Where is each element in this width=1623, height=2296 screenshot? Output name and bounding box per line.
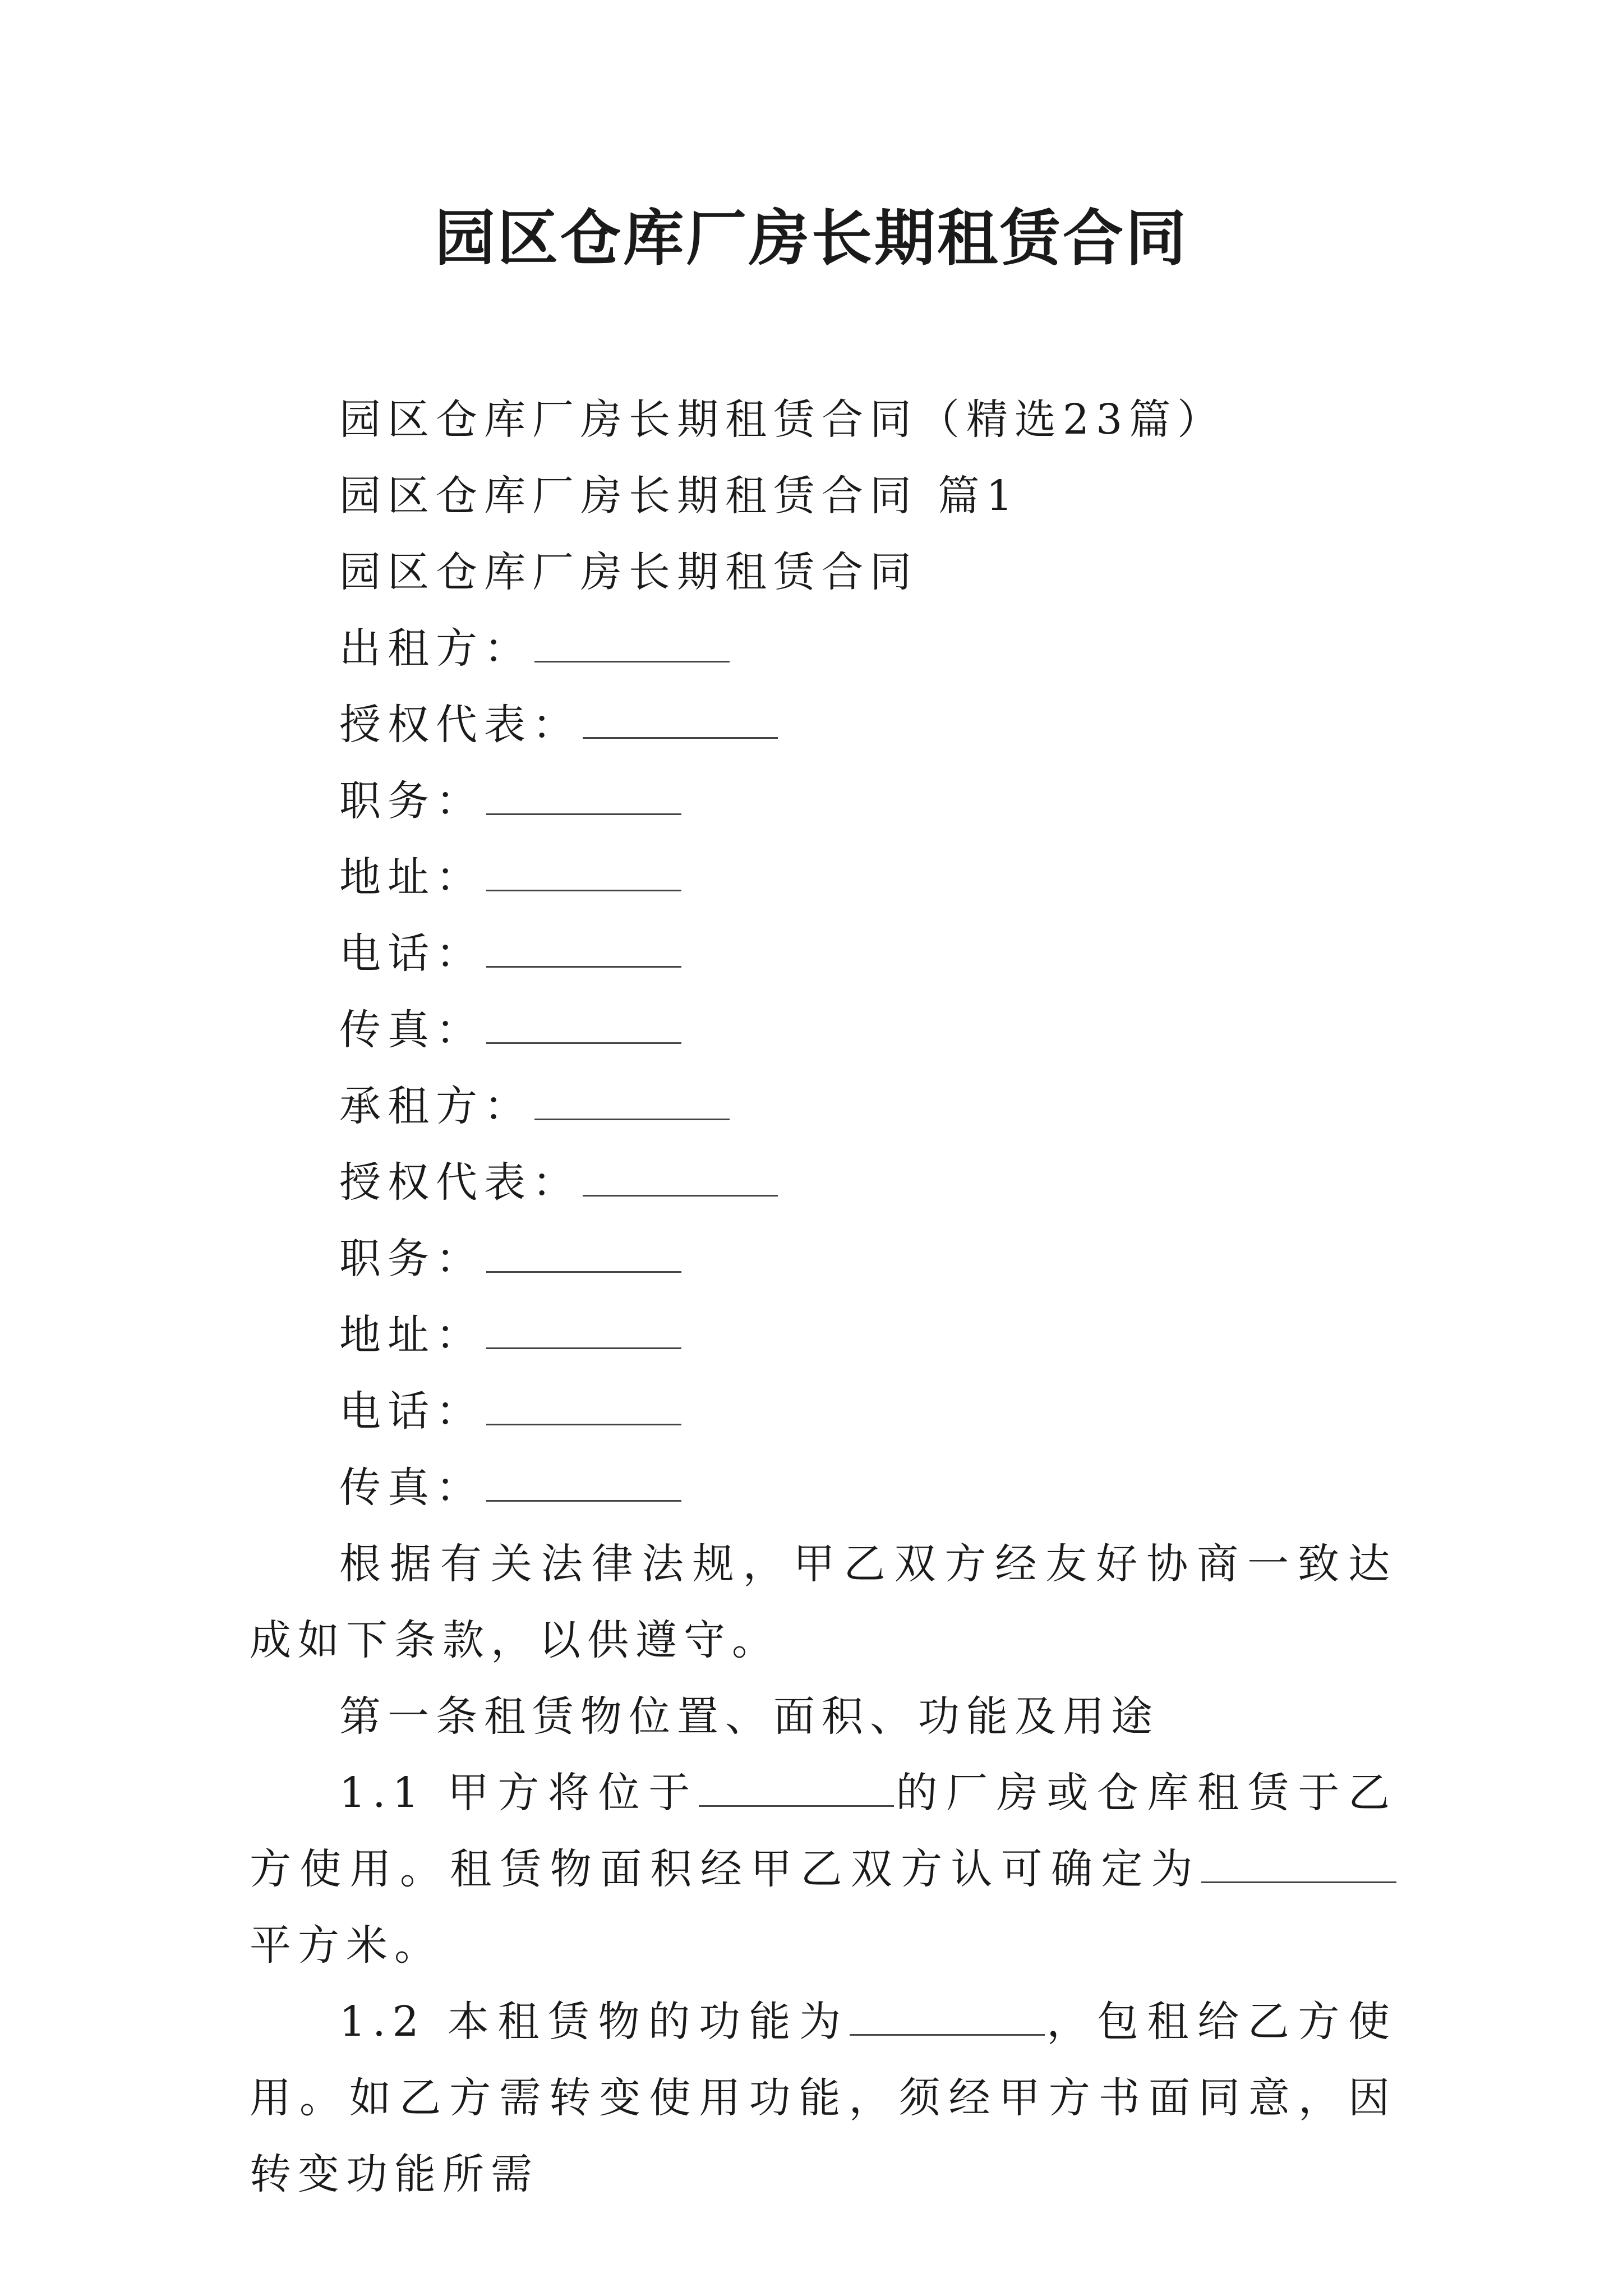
field-label: 职务： xyxy=(339,777,484,825)
fill-in-blank xyxy=(486,1040,681,1044)
clause-text: 1.1 甲方将位于 xyxy=(339,1769,699,1817)
clause-text: 1.2 本租赁物的功能为 xyxy=(339,1998,850,2046)
clause-1-1 xyxy=(250,1755,1396,1984)
contract-name: 园区仓库厂房长期租赁合同 xyxy=(339,548,918,596)
fill-in-blank xyxy=(486,1269,681,1273)
lessee-fax-field xyxy=(250,1450,1396,1526)
intro-paragraph: 根据有关法律法规，甲乙双方经友好协商一致达成如下条款，以供遵守。 xyxy=(250,1540,1396,1664)
fill-in-blank xyxy=(1201,1879,1396,1883)
fill-in-blank xyxy=(534,659,730,662)
section-heading: 园区仓库厂房长期租赁合同 篇1 xyxy=(339,472,1020,520)
lessor-fax-field xyxy=(250,992,1396,1068)
field-label: 职务： xyxy=(339,1235,484,1283)
fill-in-blank xyxy=(486,811,681,815)
clause-text: ，包租给乙方使用。如乙方需转变使用功能，须经甲方书面同意，因转变功能所需 xyxy=(250,1998,1396,2198)
lessee-address-field xyxy=(250,1297,1396,1373)
field-label: 地址： xyxy=(339,853,484,901)
fill-in-blank xyxy=(486,1421,681,1425)
fill-in-blank xyxy=(534,1116,730,1120)
article-heading: 第一条租赁物位置、面积、功能及用途 xyxy=(339,1692,1159,1741)
clause-text: 平方米。 xyxy=(250,1921,442,1970)
field-label: 承租方： xyxy=(339,1082,532,1130)
document-subtitle: 园区仓库厂房长期租赁合同（精选23篇） xyxy=(339,395,1226,444)
clause-1-2 xyxy=(250,1984,1396,2212)
field-label: 电话： xyxy=(339,930,484,978)
field-label: 传真： xyxy=(339,1006,484,1054)
fill-in-blank xyxy=(850,2032,1045,2036)
lessor-title-field xyxy=(250,763,1396,839)
lessee-rep-field xyxy=(250,1144,1396,1221)
field-label: 传真： xyxy=(339,1464,484,1512)
fill-in-blank xyxy=(486,1345,681,1349)
lessor-address-field xyxy=(250,839,1396,915)
field-label: 授权代表： xyxy=(339,1158,580,1207)
lessee-title-field xyxy=(250,1221,1396,1297)
lessor-phone-field xyxy=(250,915,1396,992)
lessee-field xyxy=(250,1068,1396,1144)
field-label: 电话： xyxy=(339,1387,484,1435)
fill-in-blank xyxy=(583,735,778,739)
field-label: 地址： xyxy=(339,1311,484,1359)
fill-in-blank xyxy=(486,887,681,891)
fill-in-blank xyxy=(583,1193,778,1197)
fill-in-blank xyxy=(699,1803,894,1807)
fill-in-blank xyxy=(486,964,681,968)
clause-text: 的厂房或仓库租赁于乙方使用。租赁物面积经甲乙双方认可确定为 xyxy=(250,1769,1396,1893)
lessor-field xyxy=(250,610,1396,687)
field-label: 出租方： xyxy=(339,624,532,673)
document-body xyxy=(250,381,1396,2212)
lessor-rep-field xyxy=(250,687,1396,763)
field-label: 授权代表： xyxy=(339,701,580,749)
lessee-phone-field xyxy=(250,1373,1396,1450)
fill-in-blank xyxy=(486,1498,681,1502)
document-title: 园区仓库厂房长期租赁合同 xyxy=(434,203,1188,274)
